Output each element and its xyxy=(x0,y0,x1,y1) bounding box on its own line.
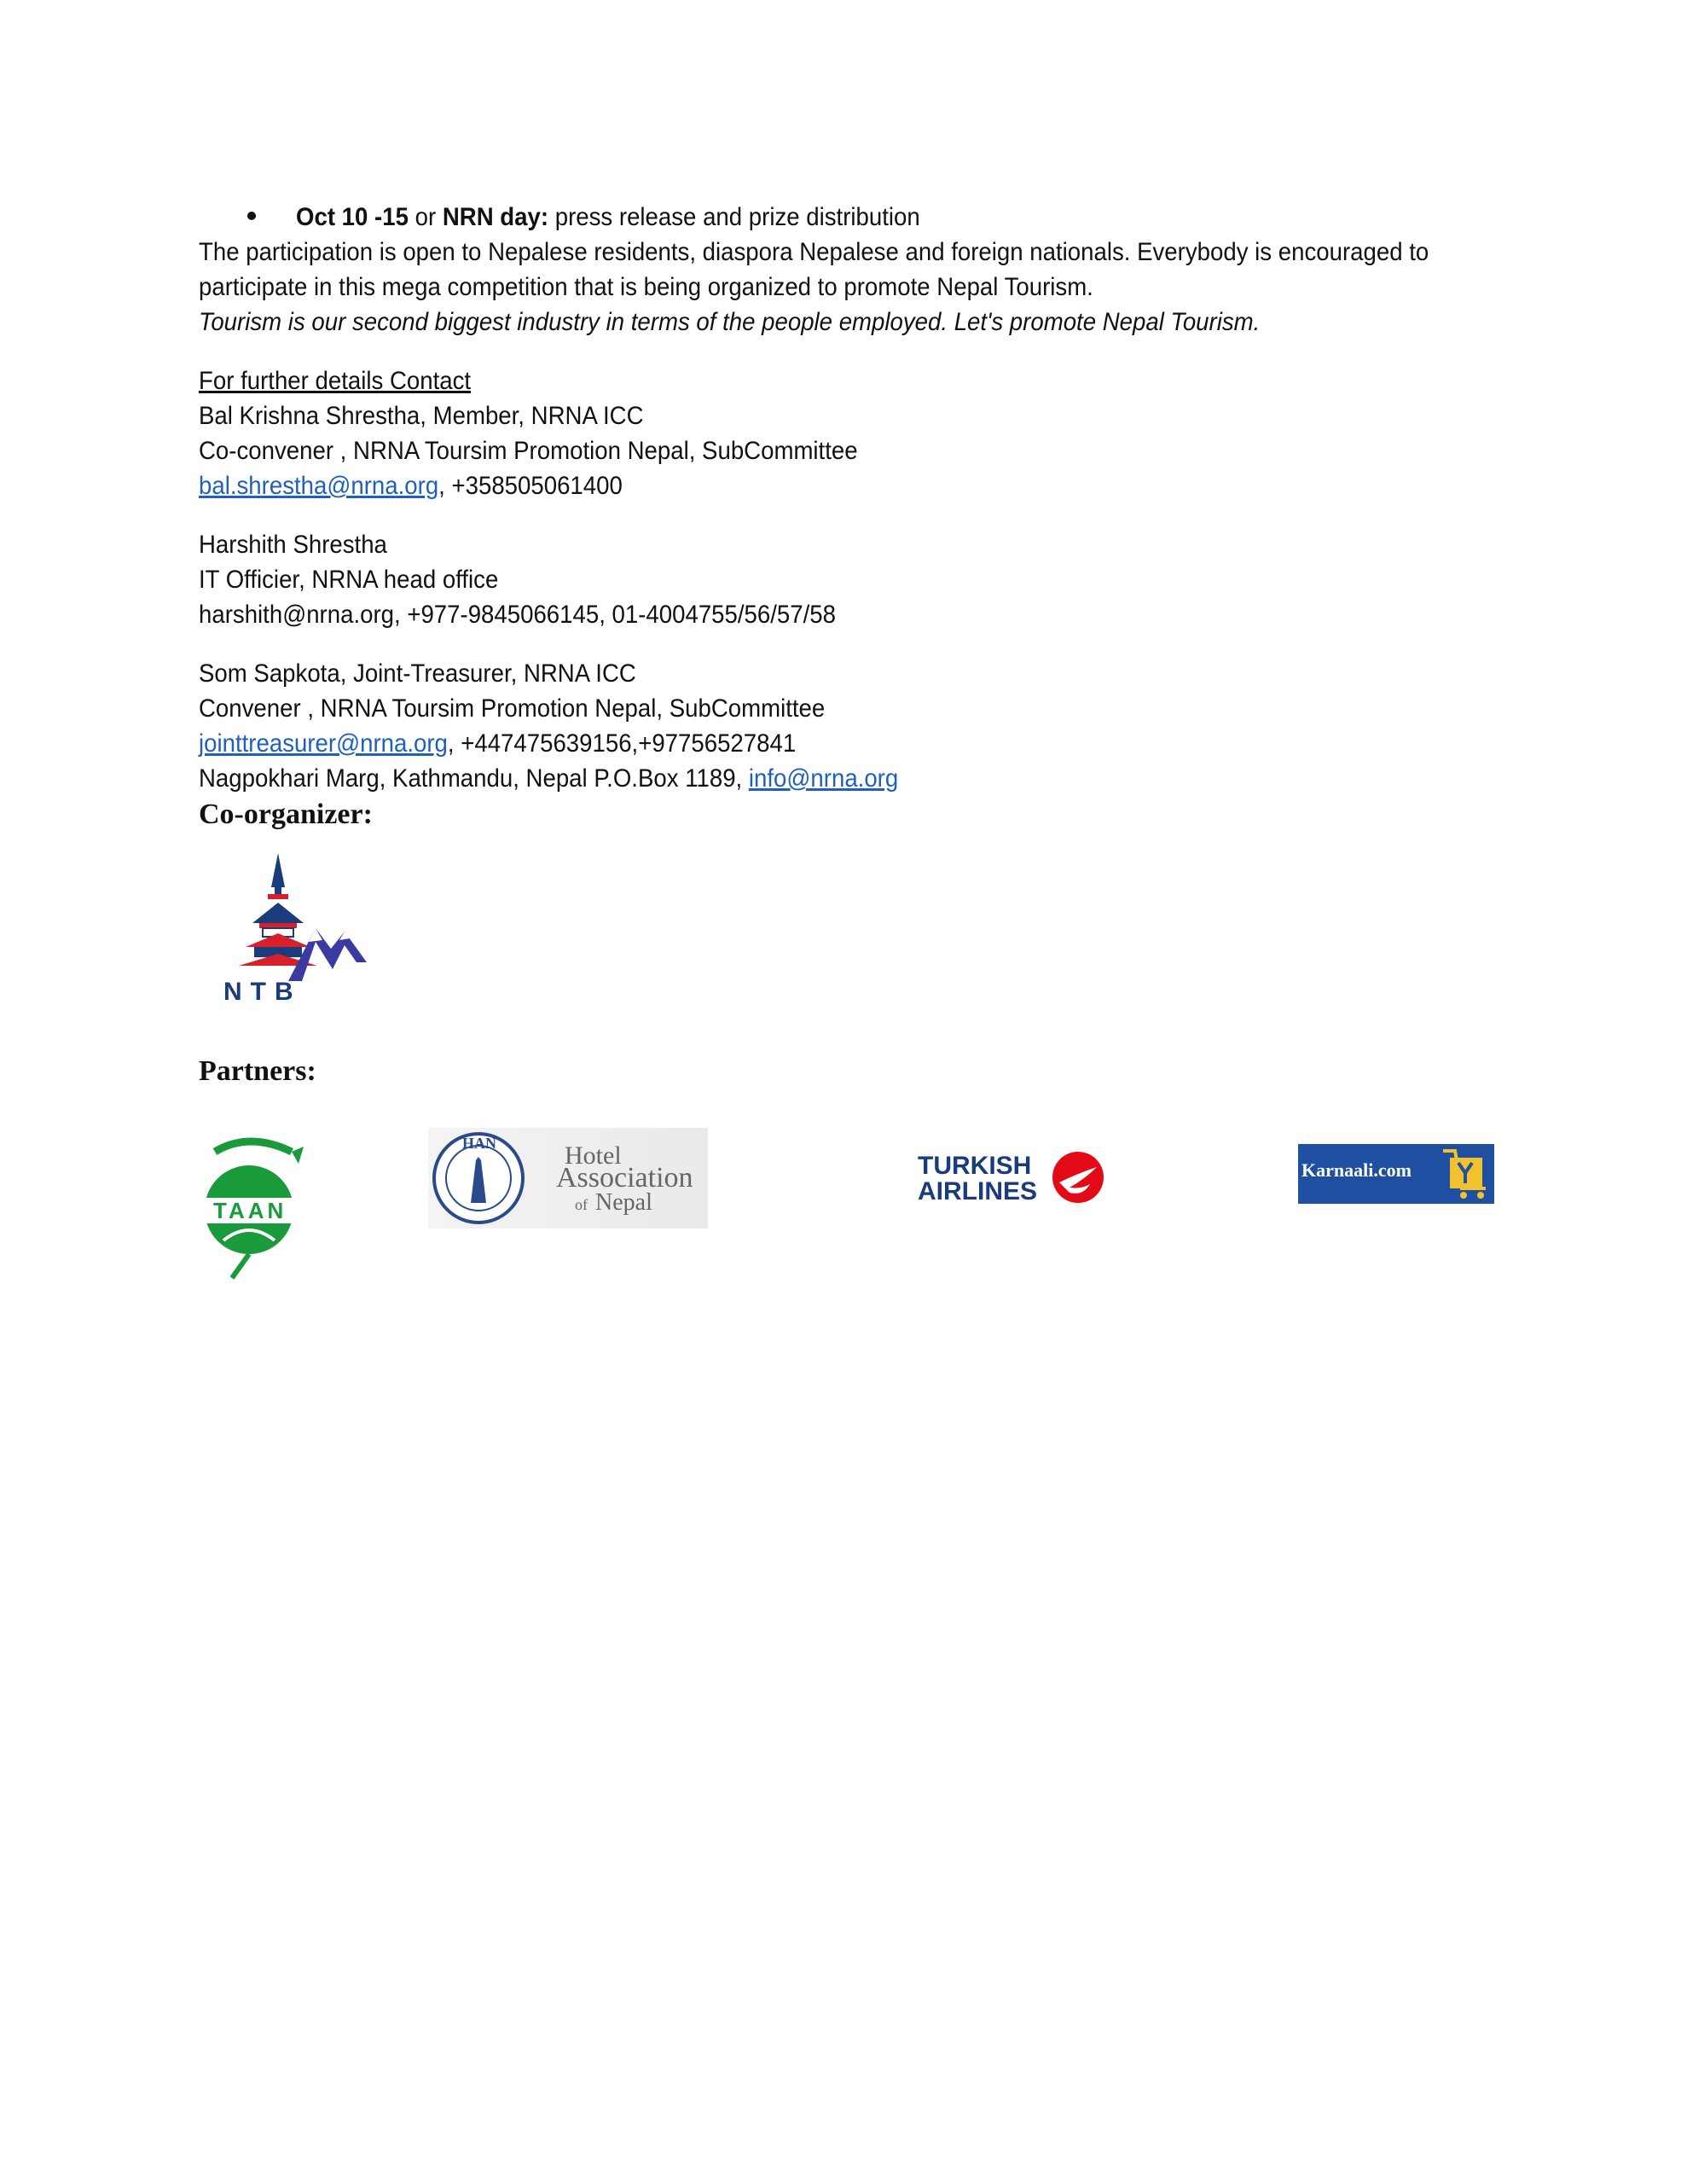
person1-line2: Co-convener , NRNA Toursim Promotion Nepal, SubCommittee xyxy=(199,437,858,465)
coorganizer-heading: Co-organizer: xyxy=(199,799,373,830)
person3-phone: , +447475639156,+97756527841 xyxy=(447,729,797,758)
contact-heading: For further details Contact xyxy=(199,367,472,395)
person2-line3: harshith@nrna.org, +977-9845066145, 01-4004755/56/57/58 xyxy=(199,601,836,629)
turkish-line1: TURKISH xyxy=(918,1152,1032,1180)
turkish-airlines-logo xyxy=(918,1150,1105,1206)
han-line4: Nepal xyxy=(595,1189,652,1216)
intro-line-2: participate in this mega competition that is being organized to promote Nepal Tourism. xyxy=(199,273,1093,301)
person3-line2: Convener , NRNA Toursim Promotion Nepal, SubCommittee xyxy=(199,694,826,723)
turkish-bird-icon xyxy=(1051,1150,1105,1205)
info-email-link[interactable]: info@nrna.org xyxy=(748,764,899,793)
person1-line1: Bal Krishna Shrestha, Member, NRNA ICC xyxy=(199,402,644,430)
person3-contact xyxy=(199,726,796,761)
person3-line1: Som Sapkota, Joint-Treasurer, NRNA ICC xyxy=(199,659,636,688)
karnaali-text: Karnaali.com xyxy=(1301,1159,1412,1181)
person1-contact xyxy=(199,468,623,503)
intro-italic: Tourism is our second biggest industry in terms of the people employed. Let's promote Nepal Tourism. xyxy=(199,308,1261,336)
han-badge-text: HAN xyxy=(462,1135,496,1152)
person2-line1: Harshith Shrestha xyxy=(199,531,387,559)
ntb-logo xyxy=(220,853,374,1007)
person2-line2: IT Officier, NRNA head office xyxy=(199,566,499,594)
bullet-dot xyxy=(247,212,256,220)
han-logo xyxy=(428,1128,708,1228)
han-line2: Association xyxy=(556,1162,693,1194)
address-line xyxy=(199,761,898,796)
bullet-or: or xyxy=(408,203,443,231)
karnaali-logo xyxy=(1298,1144,1494,1204)
person3-email-link[interactable]: jointtreasurer@nrna.org xyxy=(199,729,448,758)
bullet-date: Oct 10 -15 xyxy=(296,203,409,231)
han-line1: Hotel xyxy=(565,1141,622,1170)
address-text: Nagpokhari Marg, Kathmandu, Nepal P.O.Box 1189, xyxy=(199,764,749,793)
turkish-line2: AIRLINES xyxy=(918,1177,1038,1205)
intro-line-1: The participation is open to Nepalese residents, diaspora Nepalese and foreign nationals. Everybody is encouraged to xyxy=(199,238,1429,266)
ntb-logo-text: NTB xyxy=(223,978,302,1006)
person1-email-link[interactable]: bal.shrestha@nrna.org xyxy=(199,472,439,500)
taan-logo xyxy=(198,1135,304,1280)
schedule-bullet xyxy=(296,200,920,235)
person1-phone: , +358505061400 xyxy=(438,472,623,500)
bullet-day: NRN day: xyxy=(442,203,549,231)
han-line3: of xyxy=(575,1196,588,1213)
bullet-rest: press release and prize distribution xyxy=(548,203,920,231)
taan-logo-text: TAAN xyxy=(213,1198,287,1223)
cart-icon xyxy=(1443,1144,1494,1204)
partners-heading: Partners: xyxy=(199,1055,316,1087)
